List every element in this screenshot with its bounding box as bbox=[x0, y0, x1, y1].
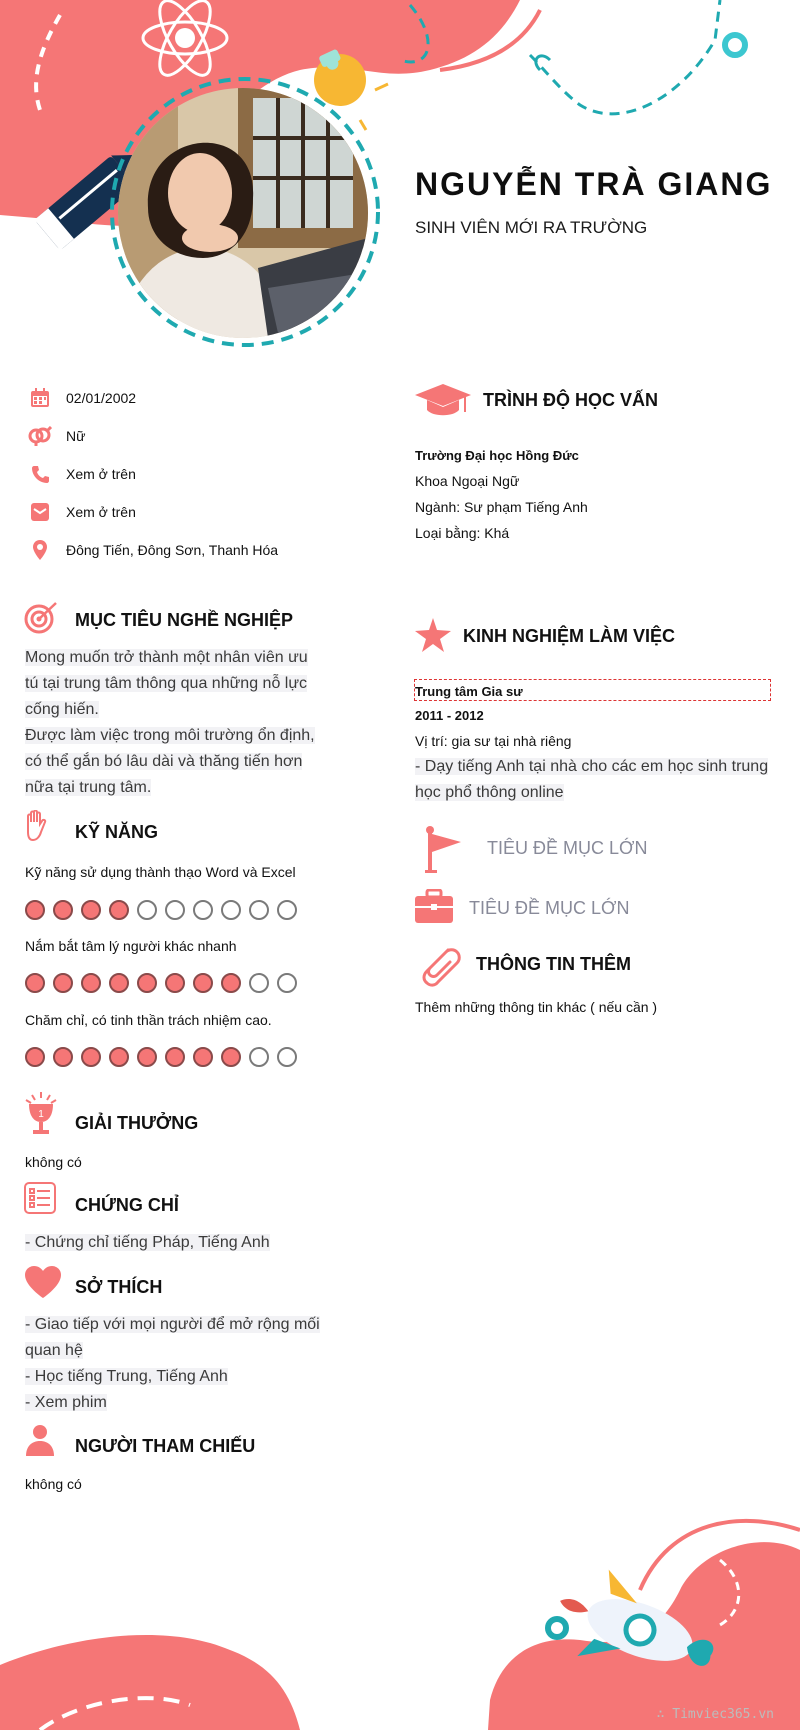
contact-gender bbox=[26, 423, 85, 449]
profile-photo bbox=[118, 88, 368, 338]
experience-title: KINH NGHIỆM LÀM VIỆC bbox=[463, 626, 676, 646]
location-icon bbox=[26, 539, 54, 561]
rating-dot-filled bbox=[53, 1047, 73, 1067]
rating-dot-empty bbox=[165, 900, 185, 920]
footer-decoration bbox=[0, 1500, 800, 1730]
skill-rating bbox=[25, 1047, 297, 1067]
job-title: SINH VIÊN MỚI RA TRƯỜNG bbox=[415, 218, 648, 237]
target-icon bbox=[24, 602, 58, 639]
rating-dot-filled bbox=[81, 973, 101, 993]
contact-phone bbox=[26, 461, 136, 487]
email-text: Xem ở trên bbox=[66, 504, 136, 520]
placeholder-section-title: TIÊU ĐỀ MỤC LỚN bbox=[469, 898, 630, 918]
rating-dot-filled bbox=[109, 973, 129, 993]
references-text: không có bbox=[25, 1476, 82, 1492]
references-title: NGƯỜI THAM CHIẾU bbox=[75, 1436, 256, 1456]
hobby-line: - Học tiếng Trung, Tiếng Anh bbox=[25, 1368, 228, 1385]
rating-dot-filled bbox=[221, 1047, 241, 1067]
contact-email bbox=[26, 499, 136, 525]
rating-dot-filled bbox=[53, 973, 73, 993]
rating-dot-empty bbox=[221, 900, 241, 920]
email-icon bbox=[26, 501, 54, 523]
rating-dot-empty bbox=[249, 900, 269, 920]
skill-rating bbox=[25, 900, 297, 920]
awards-text: không có bbox=[25, 1154, 82, 1170]
objective-line: có thể gắn bó lâu dài và thăng tiến hơn bbox=[25, 753, 303, 770]
objective-line: nữa tại trung tâm. bbox=[25, 779, 152, 796]
rating-dot-filled bbox=[137, 1047, 157, 1067]
trophy-icon bbox=[24, 1092, 58, 1141]
education-details bbox=[415, 468, 588, 546]
education-school: Trường Đại học Hồng Đức bbox=[415, 448, 579, 463]
skill-label: Chăm chỉ, có tinh thần trách nhiệm cao. bbox=[25, 1012, 272, 1028]
birthday-text: 02/01/2002 bbox=[66, 390, 137, 406]
objective-text bbox=[25, 645, 325, 801]
rating-dot-empty bbox=[137, 900, 157, 920]
phone-text: Xem ở trên bbox=[66, 466, 136, 482]
rating-dot-filled bbox=[25, 900, 45, 920]
education-line: Loại bằng: Khá bbox=[415, 525, 510, 541]
hand-icon bbox=[24, 810, 50, 847]
address-text: Đông Tiến, Đông Sơn, Thanh Hóa bbox=[66, 542, 279, 558]
rating-dot-filled bbox=[165, 973, 185, 993]
paperclip-icon bbox=[418, 944, 462, 993]
calendar-icon bbox=[26, 387, 54, 409]
experience-period: 2011 - 2012 bbox=[415, 708, 484, 723]
hobbies-title: SỞ THÍCH bbox=[75, 1277, 163, 1297]
rating-dot-filled bbox=[25, 1047, 45, 1067]
rating-dot-empty bbox=[193, 900, 213, 920]
skills-title: KỸ NĂNG bbox=[75, 822, 159, 842]
heart-icon bbox=[24, 1265, 62, 1304]
person-icon bbox=[26, 1424, 54, 1461]
objective-line: tú tại trung tâm thông qua những nỗ lực bbox=[25, 675, 308, 692]
star-icon bbox=[415, 618, 451, 657]
experience-position: Vị trí: gia sư tại nhà riêng bbox=[415, 733, 572, 749]
hobby-line: - Xem phim bbox=[25, 1394, 107, 1411]
rating-dot-filled bbox=[53, 900, 73, 920]
objective-title: MỤC TIÊU NGHỀ NGHIỆP bbox=[75, 610, 294, 630]
watermark: ∴ Timviec365.vn bbox=[656, 1707, 774, 1722]
hobbies-text bbox=[25, 1312, 325, 1416]
rating-dot-filled bbox=[221, 973, 241, 993]
rating-dot-filled bbox=[193, 1047, 213, 1067]
rating-dot-empty bbox=[277, 1047, 297, 1067]
certificates-text bbox=[25, 1230, 270, 1256]
rating-dot-empty bbox=[249, 973, 269, 993]
phone-icon bbox=[26, 463, 54, 485]
objective-line: Mong muốn trở thành một nhân viên ưu bbox=[25, 649, 308, 666]
rating-dot-empty bbox=[277, 973, 297, 993]
awards-title: GIẢI THƯỞNG bbox=[75, 1113, 199, 1133]
education-line: Ngành: Sư phạm Tiếng Anh bbox=[415, 499, 588, 515]
svg-text:1: 1 bbox=[38, 1109, 44, 1120]
gender-icon bbox=[26, 425, 54, 447]
rating-dot-empty bbox=[277, 900, 297, 920]
skill-rating bbox=[25, 973, 297, 993]
certificates-title: CHỨNG CHỈ bbox=[75, 1195, 179, 1215]
hobby-line: quan hệ bbox=[25, 1342, 83, 1359]
rating-dot-filled bbox=[193, 973, 213, 993]
briefcase-icon bbox=[415, 889, 453, 928]
contact-address bbox=[26, 537, 278, 563]
experience-company: Trung tâm Gia sư bbox=[415, 684, 523, 699]
rating-dot-filled bbox=[109, 1047, 129, 1067]
placeholder-section-title: TIÊU ĐỀ MỤC LỚN bbox=[487, 838, 648, 858]
education-title: TRÌNH ĐỘ HỌC VẤN bbox=[483, 390, 658, 410]
objective-line: Được làm việc trong môi trường ổn định, bbox=[25, 727, 315, 744]
rating-dot-filled bbox=[109, 900, 129, 920]
objective-line: cống hiến. bbox=[25, 701, 99, 718]
flag-icon bbox=[425, 826, 465, 879]
rating-dot-filled bbox=[81, 1047, 101, 1067]
graduation-cap-icon bbox=[415, 384, 471, 423]
rating-dot-filled bbox=[81, 900, 101, 920]
rating-dot-filled bbox=[25, 973, 45, 993]
rating-dot-filled bbox=[137, 973, 157, 993]
education-line: Khoa Ngoại Ngữ bbox=[415, 473, 520, 489]
skill-label: Nắm bắt tâm lý người khác nhanh bbox=[25, 938, 237, 954]
checklist-icon bbox=[24, 1182, 56, 1219]
gender-text: Nữ bbox=[66, 428, 86, 444]
experience-description bbox=[415, 754, 785, 806]
certificate-line: - Chứng chỉ tiếng Pháp, Tiếng Anh bbox=[25, 1234, 270, 1251]
experience-desc-line: - Dạy tiếng Anh tại nhà cho các em học sinh trung bbox=[415, 758, 769, 775]
experience-desc-line: học phổ thông online bbox=[415, 784, 564, 801]
extra-text: Thêm những thông tin khác ( nếu cần ) bbox=[415, 999, 658, 1015]
rating-dot-empty bbox=[249, 1047, 269, 1067]
rating-dot-filled bbox=[165, 1047, 185, 1067]
extra-title: THÔNG TIN THÊM bbox=[476, 954, 631, 974]
candidate-name: NGUYỄN TRÀ GIANG bbox=[415, 166, 773, 202]
contact-birthday bbox=[26, 385, 136, 411]
skill-label: Kỹ năng sử dụng thành thạo Word và Excel bbox=[25, 864, 296, 880]
hobby-line: - Giao tiếp với mọi người để mở rộng mối bbox=[25, 1316, 320, 1333]
